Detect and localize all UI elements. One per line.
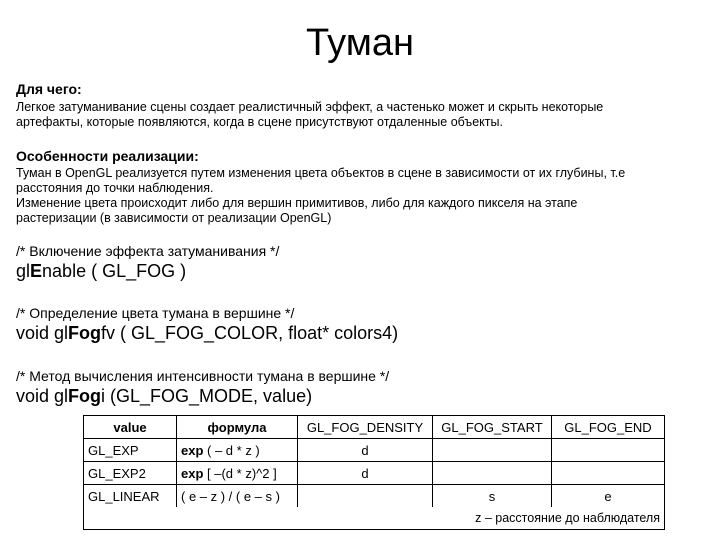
fog-mode-table (83, 415, 665, 530)
row-formula: ( e – z ) / ( e – s ) (177, 485, 298, 508)
impl-line-1: Туман в OpenGL реализуется путем изменения цвета объектов в сцене в зависимости от их глубины, т.е (16, 166, 626, 180)
row-end: e (552, 485, 665, 508)
code-color: void glFogfv ( GL_FOG_COLOR, float* colors4) (16, 323, 399, 343)
table-note-row (84, 507, 665, 530)
row-start (433, 462, 552, 485)
page-title: Туман (306, 22, 414, 64)
table-row (84, 462, 665, 485)
header-value: value (84, 416, 177, 439)
row-formula: exp [ –(d * z)^2 ] (177, 462, 298, 485)
why-text (16, 100, 696, 130)
impl-line-2: расстояния до точки наблюдения. (16, 181, 214, 195)
comment-mode: /* Метод вычисления интенсивности тумана в вершине */ (16, 368, 390, 384)
header-end: GL_FOG_END (552, 416, 665, 439)
why-line-2: артефакты, которые появляются, когда в сцене присутствуют отдаленные объекты. (16, 115, 503, 129)
row-formula: exp ( – d * z ) (177, 439, 298, 462)
row-end (552, 462, 665, 485)
why-heading: Для чего: (16, 81, 82, 97)
table-row (84, 485, 665, 508)
row-mode: GL_EXP2 (84, 462, 177, 485)
table-header-row (84, 416, 665, 439)
impl-line-4: растеризации (в зависимости от реализации OpenGL) (16, 211, 332, 225)
code-enable: glEnable ( GL_FOG ) (16, 261, 187, 281)
header-density: GL_FOG_DENSITY (298, 416, 433, 439)
row-end (552, 439, 665, 462)
row-start: s (433, 485, 552, 508)
why-line-1: Легкое затуманивание сцены создает реалистичный эффект, а частенько может и скрыть некоторые (16, 100, 604, 114)
row-density: d (298, 462, 433, 485)
row-density: d (298, 439, 433, 462)
row-mode: GL_LINEAR (84, 485, 177, 508)
table-note: z – расстояние до наблюдателя (84, 507, 665, 530)
comment-enable: /* Включение эффекта затуманивания */ (16, 243, 280, 259)
row-start (433, 439, 552, 462)
impl-text (16, 166, 696, 226)
impl-line-3: Изменение цвета происходит либо для вершин примитивов, либо для каждого пикселя на этапе (16, 196, 578, 210)
header-start: GL_FOG_START (433, 416, 552, 439)
table-row (84, 439, 665, 462)
row-density (298, 485, 433, 508)
header-formula: формула (177, 416, 298, 439)
code-mode: void glFogi (GL_FOG_MODE, value) (16, 386, 313, 406)
row-mode: GL_EXP (84, 439, 177, 462)
comment-color: /* Определение цвета тумана в вершине */ (16, 305, 295, 321)
impl-heading: Особенности реализации: (16, 148, 199, 164)
